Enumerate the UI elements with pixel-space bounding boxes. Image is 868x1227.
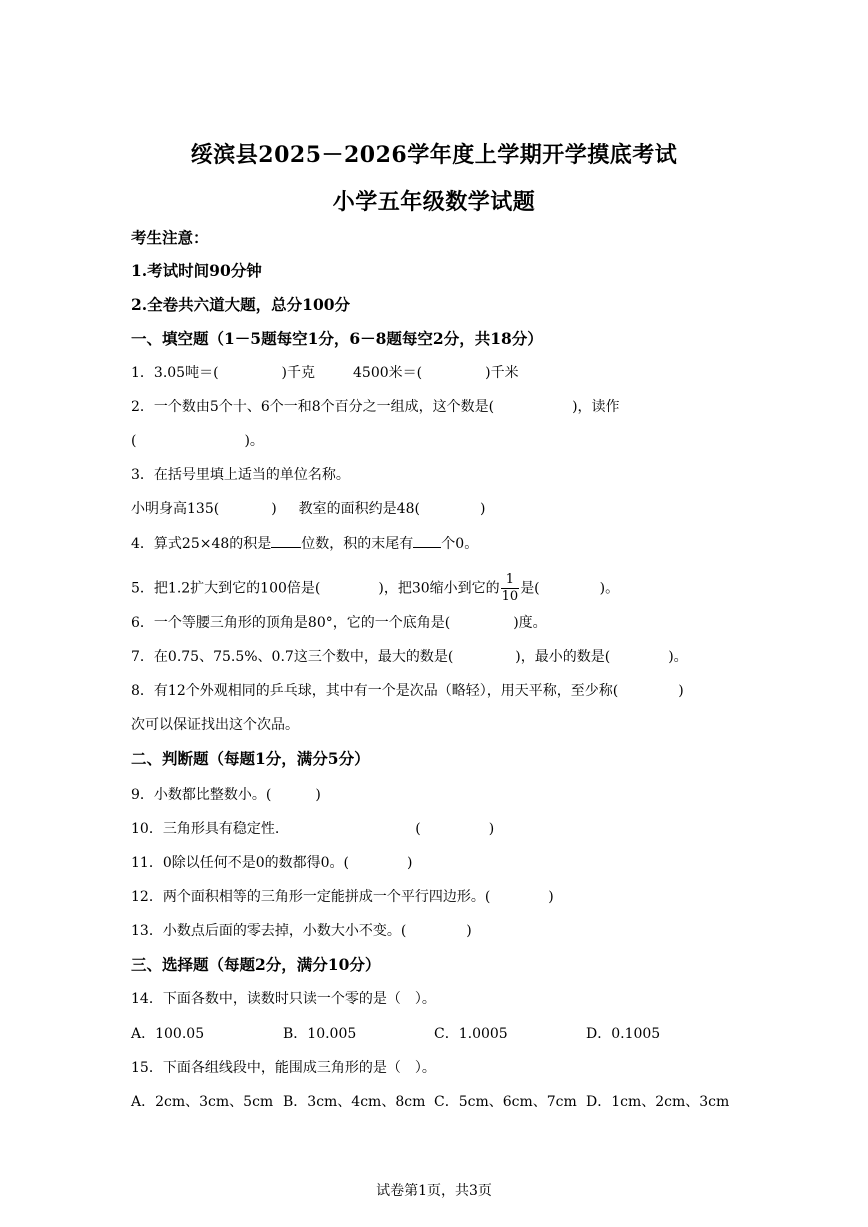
question-10: 10．三角形具有稳定性. ( ) — [131, 821, 495, 837]
section1-heading: 一、填空题（1－5题每空1分，6－8题每空2分，共18分） — [131, 329, 543, 348]
question-8-cont: 次可以保证找出这个次品。 — [131, 717, 299, 733]
question-4: 4．算式25×48的积是 位数，积的末尾有 个0。 — [131, 536, 479, 552]
option-d: D．0.1005 — [586, 1026, 661, 1042]
question-9: 9．小数都比整数小。( ) — [131, 787, 321, 803]
page-footer: 试卷第1页，共3页 — [376, 1183, 492, 1199]
question-5: 5．把1.2扩大到它的100倍是( )，把30缩小到它的 $\frac{1}{10}$ 是( )。 — [131, 572, 620, 604]
note-item-2: 2.全卷共六道大题，总分100分 — [131, 295, 351, 314]
option-a: A．100.05 — [131, 1026, 205, 1042]
question-13: 13．小数点后面的零去掉，小数大小不变。( ) — [131, 923, 472, 939]
option-c: C．1.0005 — [434, 1026, 508, 1042]
question-14-options — [131, 1025, 660, 1043]
question-1: 1．3.05吨＝( )千克 4500米＝( )千米 — [131, 365, 519, 381]
question-3: 3．在括号里填上适当的单位名称。 — [131, 467, 350, 483]
question-8: 8．有12个外观相同的乒乓球，其中有一个是次品（略轻），用天平称，至少称( ) — [131, 683, 684, 699]
section3-heading: 三、选择题（每题2分，满分10分） — [131, 955, 381, 974]
question-12: 12．两个面积相等的三角形一定能拼成一个平行四边形。( ) — [131, 889, 554, 905]
question-15-options — [131, 1093, 729, 1111]
question-11: 11．0除以任何不是0的数都得0。( ) — [131, 855, 413, 871]
question-7: 7．在0.75、75.5%、0.7这三个数中，最大的数是( )，最小的数是( )。 — [131, 649, 688, 665]
question-3-sub: 小明身高135( ) 教室的面积约是48( ) — [131, 501, 486, 517]
exam-subtitle: 小学五年级数学试题 — [332, 189, 536, 215]
exam-title: 绥滨县2025－2026学年度上学期开学摸底考试 — [190, 142, 678, 168]
question-2: 2．一个数由5个十、6个一和8个百分之一组成，这个数是( )，读作 — [131, 399, 620, 415]
question-6: 6．一个等腰三角形的顶角是80°，它的一个底角是( )度。 — [131, 615, 547, 631]
option-b: B．3cm、4cm、8cm — [283, 1094, 426, 1110]
note-item-1: 1.考试时间90分钟 — [131, 261, 262, 280]
option-a: A．2cm、3cm、5cm — [131, 1094, 274, 1110]
option-d: D．1cm、2cm、3cm — [586, 1094, 730, 1110]
option-c: C．5cm、6cm、7cm — [434, 1094, 577, 1110]
notes-heading: 考生注意： — [131, 228, 209, 247]
question-15: 15．下面各组线段中，能围成三角形的是（ ）。 — [131, 1060, 436, 1076]
option-b: B．10.005 — [283, 1026, 357, 1042]
fraction-one-tenth: $\frac{1}{10}$ — [501, 572, 519, 604]
question-14: 14．下面各数中，读数时只读一个零的是（ ）。 — [131, 991, 436, 1007]
section2-heading: 二、判断题（每题1分，满分5分） — [131, 749, 370, 768]
question-2-cont: ( )。 — [131, 433, 264, 449]
